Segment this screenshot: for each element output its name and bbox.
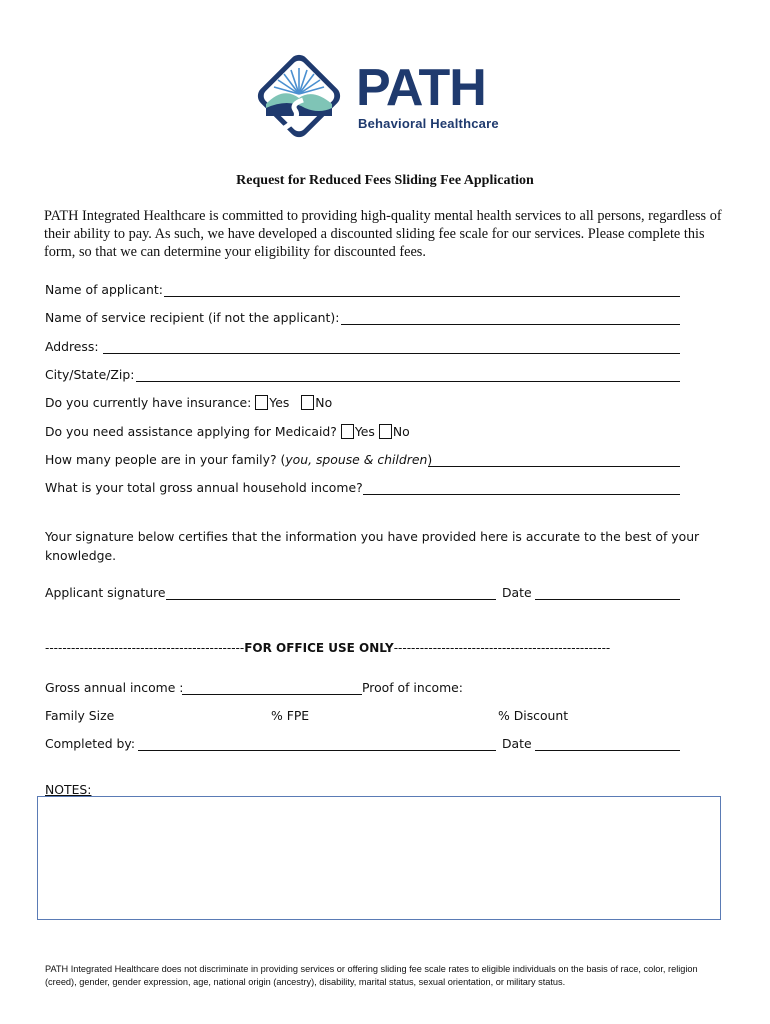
insurance-no-checkbox[interactable]: [301, 395, 314, 410]
certification-text: Your signature below certifies that the information you have provided here is accurate to the best of your knowledge.: [45, 529, 700, 563]
office-dashes-right: --------------------------------------------------: [393, 641, 611, 655]
medicaid-question: [45, 424, 410, 439]
path-logo: [253, 54, 515, 146]
medicaid-question-label: Do you need assistance applying for Medicaid?: [45, 424, 337, 439]
completed-date-label: Date: [502, 736, 532, 751]
recipient-name-field[interactable]: [341, 324, 680, 325]
signature-label: Applicant signature: [45, 585, 166, 600]
gross-income-label: Gross annual income :: [45, 680, 184, 695]
office-dashes-left: ----------------------------------------------: [45, 641, 245, 655]
insurance-question-label: Do you currently have insurance:: [45, 395, 252, 410]
completed-date-field[interactable]: [535, 750, 680, 751]
family-size-label: Family Size: [45, 708, 115, 723]
fpe-label: % FPE: [271, 708, 310, 723]
proof-of-income-label: Proof of income:: [362, 680, 463, 695]
applicant-name-label: Name of applicant:: [45, 282, 163, 297]
medicaid-yes-checkbox[interactable]: [341, 424, 354, 439]
income-question-label: What is your total gross annual household income?: [45, 480, 363, 495]
family-question-prefix: How many people are in your family? (: [45, 452, 286, 467]
address-field[interactable]: [103, 353, 680, 354]
signature-field[interactable]: [166, 599, 496, 600]
form-title: Request for Reduced Fees Sliding Fee Application: [236, 173, 534, 188]
insurance-yes-label: Yes: [269, 395, 290, 410]
family-question-suffix: ): [427, 452, 433, 467]
family-size-field[interactable]: [428, 466, 680, 467]
gross-income-field[interactable]: [182, 694, 362, 695]
notes-label: NOTES:: [45, 782, 92, 797]
insurance-yes-checkbox[interactable]: [255, 395, 268, 410]
applicant-name-field[interactable]: [164, 296, 680, 297]
city-state-zip-field[interactable]: [136, 381, 680, 382]
signature-date-field[interactable]: [535, 599, 680, 600]
recipient-name-label: Name of service recipient (if not the applicant):: [45, 310, 340, 325]
family-question: [45, 452, 432, 467]
income-field[interactable]: [363, 494, 680, 495]
office-use-header: [45, 641, 610, 655]
office-use-title: FOR OFFICE USE ONLY: [244, 641, 394, 655]
signature-date-label: Date: [502, 585, 532, 600]
logo-wordmark: PATH: [356, 59, 486, 117]
notes-textarea[interactable]: [37, 796, 721, 920]
medicaid-no-label: No: [392, 424, 410, 439]
path-logo-emblem: [253, 54, 353, 146]
logo-subtitle: Behavioral Healthcare: [358, 116, 499, 131]
completed-by-label: Completed by:: [45, 736, 135, 751]
discount-label: % Discount: [498, 708, 569, 723]
family-question-italic: you, spouse & children: [285, 452, 428, 467]
non-discrimination-footer: PATH Integrated Healthcare does not discriminate in providing services or offering sliding fee scale rates to eligible individuals on the basis of race, color, religion (creed), gender, gender expression, age, national origin (ancestry), disability, marital status, sexual orientation, or military status.: [45, 964, 698, 987]
medicaid-no-checkbox[interactable]: [379, 424, 392, 439]
completed-by-field[interactable]: [138, 750, 496, 751]
insurance-question: [45, 395, 332, 410]
medicaid-yes-label: Yes: [354, 424, 375, 439]
address-label: Address:: [45, 339, 99, 354]
intro-paragraph: PATH Integrated Healthcare is committed to providing high-quality mental health services to all persons, regardless of their ability to pay. As such, we have developed a discounted sliding fee scale for our services. Please complete this form, so that we can determine your eligibility for discounted fees.: [44, 208, 722, 260]
city-state-zip-label: City/State/Zip:: [45, 367, 135, 382]
insurance-no-label: No: [315, 395, 333, 410]
